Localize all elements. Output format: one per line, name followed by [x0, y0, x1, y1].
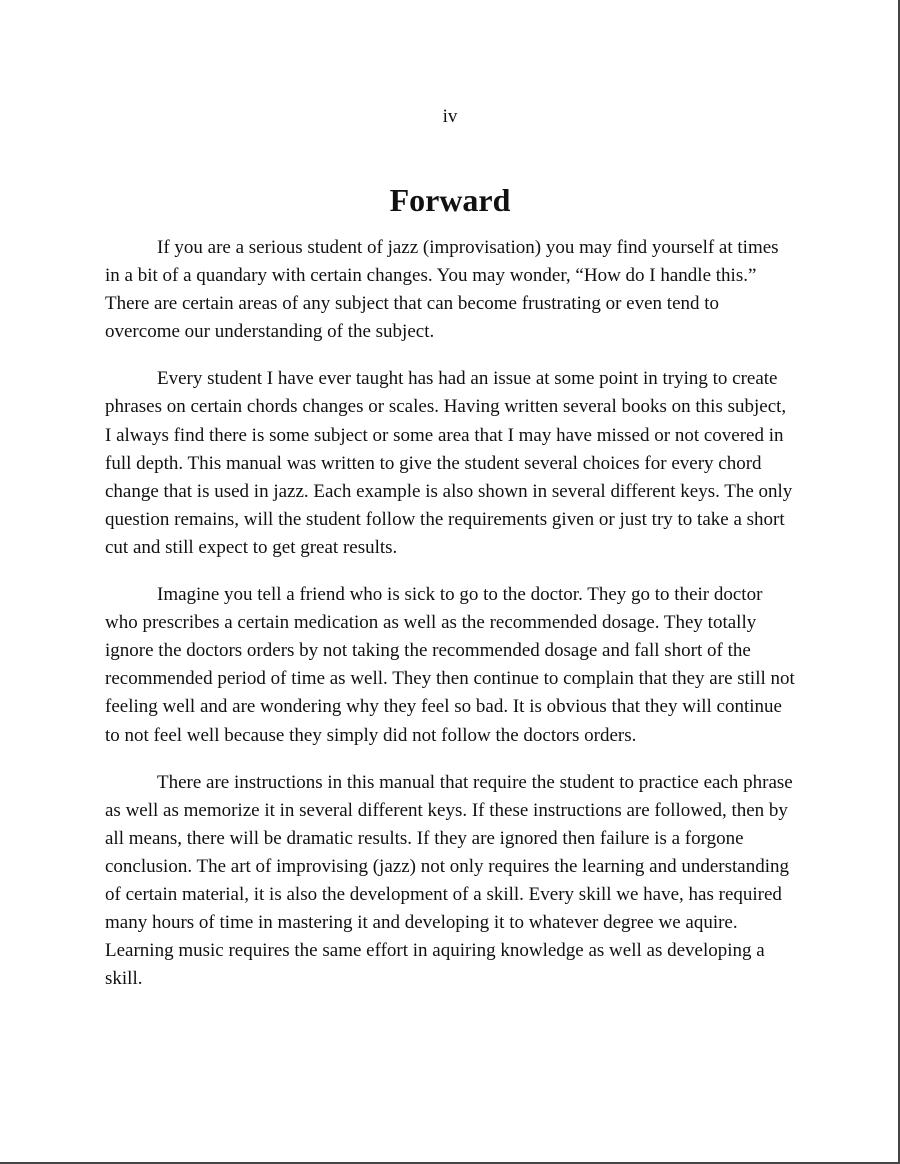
page-number: iv [442, 106, 458, 127]
paragraph-1: If you are a serious student of jazz (improvisation) you may find yourself at times in a bit of a quandary with certain changes. You may wonder, “How do I handle this.” There are certain areas of any subject that can become frustrating or even tend to overcome our understanding of the subject. [105, 237, 779, 343]
page-title: Forward [389, 182, 511, 218]
paragraph-3: Imagine you tell a friend who is sick to go to the doctor. They go to their doctor who prescribes a certain medication as well as the recommended dosage. They totally ignore the doctors orders by not taking the recommended dosage and fall short of the recommended period of time as well. They then continue to complain that they are still not feeling well and are wondering why they feel so bad. It is obvious that they will continue to not feel well because they simply did not follow the doctors orders. [105, 584, 795, 746]
paragraph-4: There are instructions in this manual that require the student to practice each phrase as well as memorize it in several different keys. If these instructions are followed, then by all means, there will be dramatic results. If they are ignored then failure is a forgone conclusion. The art of improvising (jazz) not only requires the learning and understanding of certain material, it is also the development of a skill. Every skill we have, has required many hours of time in mastering it and developing it to whatever degree we aquire. Learning music requires the same effort in aquiring knowledge as well as developing a skill. [105, 771, 793, 990]
body-text [105, 234, 795, 1012]
paragraph-2: Every student I have ever taught has had an issue at some point in trying to create phrases on certain chords changes or scales. Having written several books on this subject, I always find there is some subject or some area that I may have missed or not covered in full depth. This manual was written to give the student several choices for every chord change that is used in jazz. Each example is also shown in several different keys. The only question remains, will the student follow the requirements given or just try to take a short cut and still expect to get great results. [105, 368, 793, 558]
